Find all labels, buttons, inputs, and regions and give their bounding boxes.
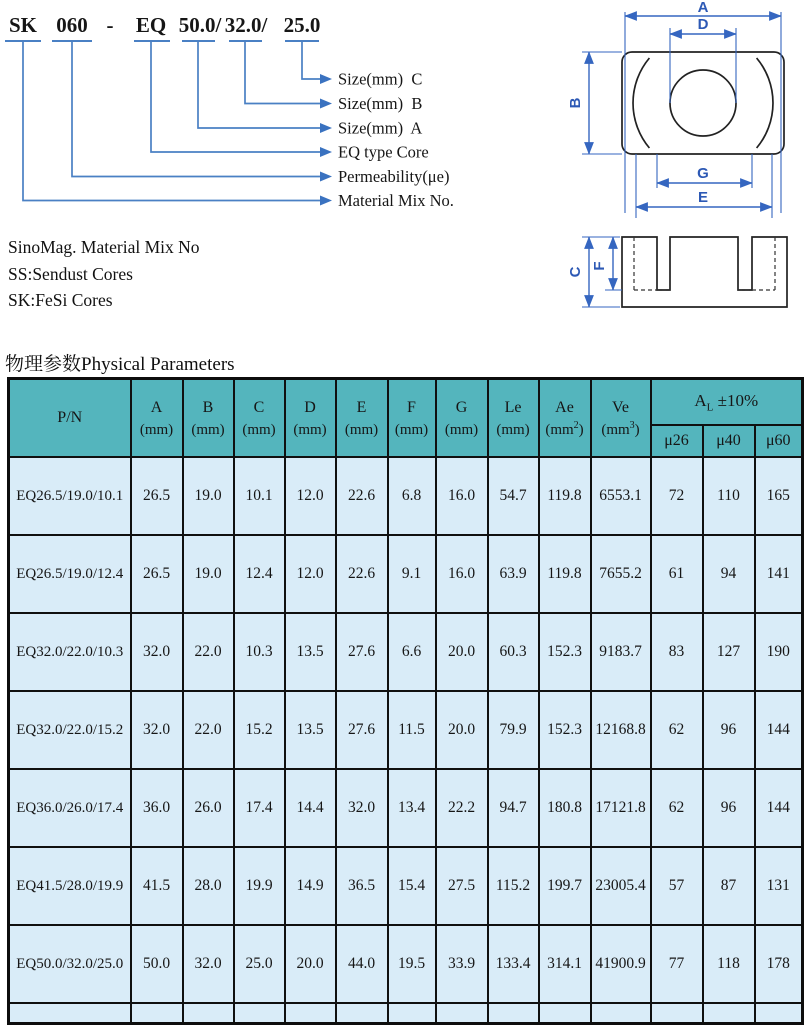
col-header: [539, 379, 591, 458]
dim-label-d: D: [697, 16, 709, 33]
value-cell: 19.9: [234, 847, 285, 925]
dim-label-e: E: [697, 189, 709, 206]
mu26-header: μ26: [651, 425, 703, 457]
value-cell: 63.9: [488, 535, 539, 613]
col-label: A: [150, 398, 163, 416]
col-label: G: [455, 398, 468, 416]
value-cell: 23005.4: [591, 847, 651, 925]
segment-size-b: 32.0/: [224, 13, 268, 37]
partial-table-row: [9, 1003, 803, 1024]
value-cell: 41900.9: [591, 925, 651, 1003]
col-unit: (mm): [293, 421, 327, 438]
core-dimension-drawing: [556, 0, 810, 330]
value-cell: 190: [755, 613, 803, 691]
col-unit: (mm): [139, 421, 174, 438]
value-cell: 10.3: [234, 613, 285, 691]
value-cell: 27.5: [436, 847, 488, 925]
empty-cell: [285, 1003, 336, 1024]
col-unit: (mm): [496, 421, 530, 438]
empty-cell: [703, 1003, 755, 1024]
value-cell: 22.2: [436, 769, 488, 847]
value-cell: 83: [651, 613, 703, 691]
empty-cell: [131, 1003, 183, 1024]
arrow-right-icon: [320, 147, 332, 157]
value-cell: 32.0: [336, 769, 388, 847]
empty-cell: [488, 1003, 539, 1024]
empty-cell: [651, 1003, 703, 1024]
value-cell: 22.0: [183, 613, 234, 691]
arrow-right-icon: [320, 172, 332, 182]
value-cell: 61: [651, 535, 703, 613]
table-row: [9, 769, 803, 847]
empty-cell: [9, 1003, 131, 1024]
col-label: Ve: [612, 398, 629, 416]
table-row: [9, 457, 803, 535]
core-top-view: [622, 52, 784, 154]
empty-cell: [436, 1003, 488, 1024]
value-cell: 57: [651, 847, 703, 925]
value-cell: 87: [703, 847, 755, 925]
col-header: [131, 379, 183, 458]
col-label: E: [356, 398, 367, 416]
empty-cell: [755, 1003, 803, 1024]
table-row: [9, 535, 803, 613]
dim-label-c: C: [567, 266, 584, 278]
value-cell: 77: [651, 925, 703, 1003]
col-unit: (mm): [394, 421, 429, 438]
table-row: [9, 925, 803, 1003]
value-cell: 20.0: [436, 691, 488, 769]
value-cell: 62: [651, 691, 703, 769]
segment-size-a: 50.0/: [178, 13, 222, 37]
value-cell: 44.0: [336, 925, 388, 1003]
value-cell: 32.0: [131, 613, 183, 691]
physical-parameters-table: [7, 377, 804, 1025]
arrow-right-icon: [320, 123, 332, 133]
value-cell: 13.5: [285, 691, 336, 769]
value-cell: 72: [651, 457, 703, 535]
value-cell: 7655.2: [591, 535, 651, 613]
value-cell: 141: [755, 535, 803, 613]
value-cell: 118: [703, 925, 755, 1003]
col-header: [436, 379, 488, 458]
value-cell: 15.2: [234, 691, 285, 769]
value-cell: 17.4: [234, 769, 285, 847]
value-cell: 19.5: [388, 925, 436, 1003]
col-header: [336, 379, 388, 458]
value-cell: 6.6: [388, 613, 436, 691]
value-cell: 15.4: [388, 847, 436, 925]
legend-label-size-a: Size(mm) A: [338, 118, 423, 138]
part-number-legend: [0, 0, 556, 220]
value-cell: 14.4: [285, 769, 336, 847]
value-cell: 19.0: [183, 457, 234, 535]
value-cell: 96: [703, 769, 755, 847]
value-cell: 133.4: [488, 925, 539, 1003]
col-header: [388, 379, 436, 458]
table-row: [9, 847, 803, 925]
value-cell: 199.7: [539, 847, 591, 925]
value-cell: 17121.8: [591, 769, 651, 847]
value-cell: 94: [703, 535, 755, 613]
col-header: [488, 379, 539, 458]
table-container: [7, 377, 803, 1025]
side-view-dimensions: [567, 237, 622, 307]
value-cell: 115.2: [488, 847, 539, 925]
dim-label-a: A: [697, 0, 709, 16]
value-cell: 36.0: [131, 769, 183, 847]
col-label: Le: [504, 398, 522, 416]
value-cell: 28.0: [183, 847, 234, 925]
value-cell: 20.0: [436, 613, 488, 691]
col-label: D: [304, 398, 316, 416]
legend-label-material: Material Mix No.: [338, 191, 454, 210]
col-unit: (mm): [444, 421, 479, 438]
value-cell: 12.4: [234, 535, 285, 613]
table-row: [9, 691, 803, 769]
value-cell: 13.4: [388, 769, 436, 847]
value-cell: 54.7: [488, 457, 539, 535]
part-number-cell: EQ36.0/26.0/17.4: [9, 769, 131, 847]
value-cell: 32.0: [183, 925, 234, 1003]
value-cell: 13.5: [285, 613, 336, 691]
segment-permeability: 060: [56, 13, 88, 37]
col-header: [591, 379, 651, 458]
value-cell: 144: [755, 769, 803, 847]
segment-dash: -: [106, 13, 114, 37]
table-row: [9, 613, 803, 691]
value-cell: 36.5: [336, 847, 388, 925]
value-cell: 27.6: [336, 613, 388, 691]
dim-label-b: B: [567, 97, 584, 109]
part-number-cell: EQ26.5/19.0/10.1: [9, 457, 131, 535]
mu40-header: μ40: [703, 425, 755, 457]
value-cell: 62: [651, 769, 703, 847]
value-cell: 27.6: [336, 691, 388, 769]
section-title: 物理参数Physical Parameters: [5, 354, 235, 375]
note-sendust: SS:Sendust Cores: [8, 264, 133, 284]
empty-cell: [234, 1003, 285, 1024]
value-cell: 20.0: [285, 925, 336, 1003]
col-unit: (mm): [242, 421, 276, 438]
part-number-cell: EQ50.0/32.0/25.0: [9, 925, 131, 1003]
value-cell: 16.0: [436, 457, 488, 535]
col-label: Ae: [555, 398, 574, 416]
col-label: C: [253, 398, 265, 416]
segment-size-c: 25.0: [283, 13, 321, 37]
value-cell: 119.8: [539, 457, 591, 535]
col-unit: $(mm^3)$: [601, 419, 640, 438]
empty-cell: [336, 1003, 388, 1024]
value-cell: 96: [703, 691, 755, 769]
empty-cell: [183, 1003, 234, 1024]
legend-label-size-b: Size(mm) B: [338, 94, 423, 113]
note-fesi: SK:FeSi Cores: [8, 290, 113, 310]
value-cell: 180.8: [539, 769, 591, 847]
value-cell: 41.5: [131, 847, 183, 925]
part-number-segments: [9, 13, 320, 37]
segment-core-type: EQ: [135, 13, 167, 37]
col-header: [234, 379, 285, 458]
legend-label-core-type: EQ type Core: [338, 142, 429, 162]
part-number-cell: EQ32.0/22.0/15.2: [9, 691, 131, 769]
value-cell: 6.8: [388, 457, 436, 535]
legend-leader-lines: [23, 41, 332, 206]
col-header: [285, 379, 336, 458]
empty-cell: [388, 1003, 436, 1024]
part-number-cell: EQ26.5/19.0/12.4: [9, 535, 131, 613]
value-cell: 14.9: [285, 847, 336, 925]
mu60-header: μ60: [755, 425, 803, 457]
value-cell: 79.9: [488, 691, 539, 769]
value-cell: 144: [755, 691, 803, 769]
top-view-dimensions: [567, 0, 781, 218]
legend-labels: [338, 70, 454, 211]
value-cell: 178: [755, 925, 803, 1003]
value-cell: 22.6: [336, 457, 388, 535]
value-cell: 119.8: [539, 535, 591, 613]
col-unit: (mm): [344, 421, 379, 438]
core-side-view: [622, 237, 787, 307]
value-cell: 152.3: [539, 613, 591, 691]
value-cell: 26.5: [131, 457, 183, 535]
col-label: F: [407, 398, 416, 416]
value-cell: 16.0: [436, 535, 488, 613]
value-cell: 60.3: [488, 613, 539, 691]
value-cell: 10.1: [234, 457, 285, 535]
legend-label-permeability: Permeability(μe): [338, 167, 450, 186]
col-header: [183, 379, 234, 458]
value-cell: 22.0: [183, 691, 234, 769]
value-cell: 131: [755, 847, 803, 925]
value-cell: 6553.1: [591, 457, 651, 535]
value-cell: 19.0: [183, 535, 234, 613]
value-cell: 26.5: [131, 535, 183, 613]
col-unit: $(mm^2)$: [545, 419, 584, 438]
value-cell: 9.1: [388, 535, 436, 613]
value-cell: 50.0: [131, 925, 183, 1003]
part-number-cell: EQ32.0/22.0/10.3: [9, 613, 131, 691]
arrow-right-icon: [320, 99, 332, 109]
value-cell: 33.9: [436, 925, 488, 1003]
value-cell: 110: [703, 457, 755, 535]
value-cell: 12.0: [285, 457, 336, 535]
value-cell: 152.3: [539, 691, 591, 769]
table-head: [9, 379, 803, 458]
arrow-right-icon: [320, 196, 332, 206]
table-body: [9, 457, 803, 1024]
value-cell: 127: [703, 613, 755, 691]
col-unit: (mm): [191, 421, 225, 438]
value-cell: 11.5: [388, 691, 436, 769]
value-cell: 26.0: [183, 769, 234, 847]
value-cell: 9183.7: [591, 613, 651, 691]
value-cell: 12.0: [285, 535, 336, 613]
value-cell: 12168.8: [591, 691, 651, 769]
note-material-mix: SinoMag. Material Mix No: [8, 237, 200, 257]
value-cell: 25.0: [234, 925, 285, 1003]
header-row-1: [9, 379, 803, 426]
al-header: $A_L \pm 10\%$: [651, 379, 803, 426]
legend-label-size-c: Size(mm) C: [338, 69, 423, 89]
dim-label-g: G: [697, 165, 709, 182]
arrow-right-icon: [320, 74, 332, 84]
value-cell: 314.1: [539, 925, 591, 1003]
value-cell: 32.0: [131, 691, 183, 769]
value-cell: 165: [755, 457, 803, 535]
col-label: B: [202, 398, 214, 416]
pn-header: P/N: [9, 379, 131, 458]
value-cell: 22.6: [336, 535, 388, 613]
value-cell: 94.7: [488, 769, 539, 847]
part-number-cell: EQ41.5/28.0/19.9: [9, 847, 131, 925]
empty-cell: [591, 1003, 651, 1024]
segment-material: SK: [8, 13, 38, 37]
dim-label-f: F: [591, 261, 608, 271]
empty-cell: [539, 1003, 591, 1024]
